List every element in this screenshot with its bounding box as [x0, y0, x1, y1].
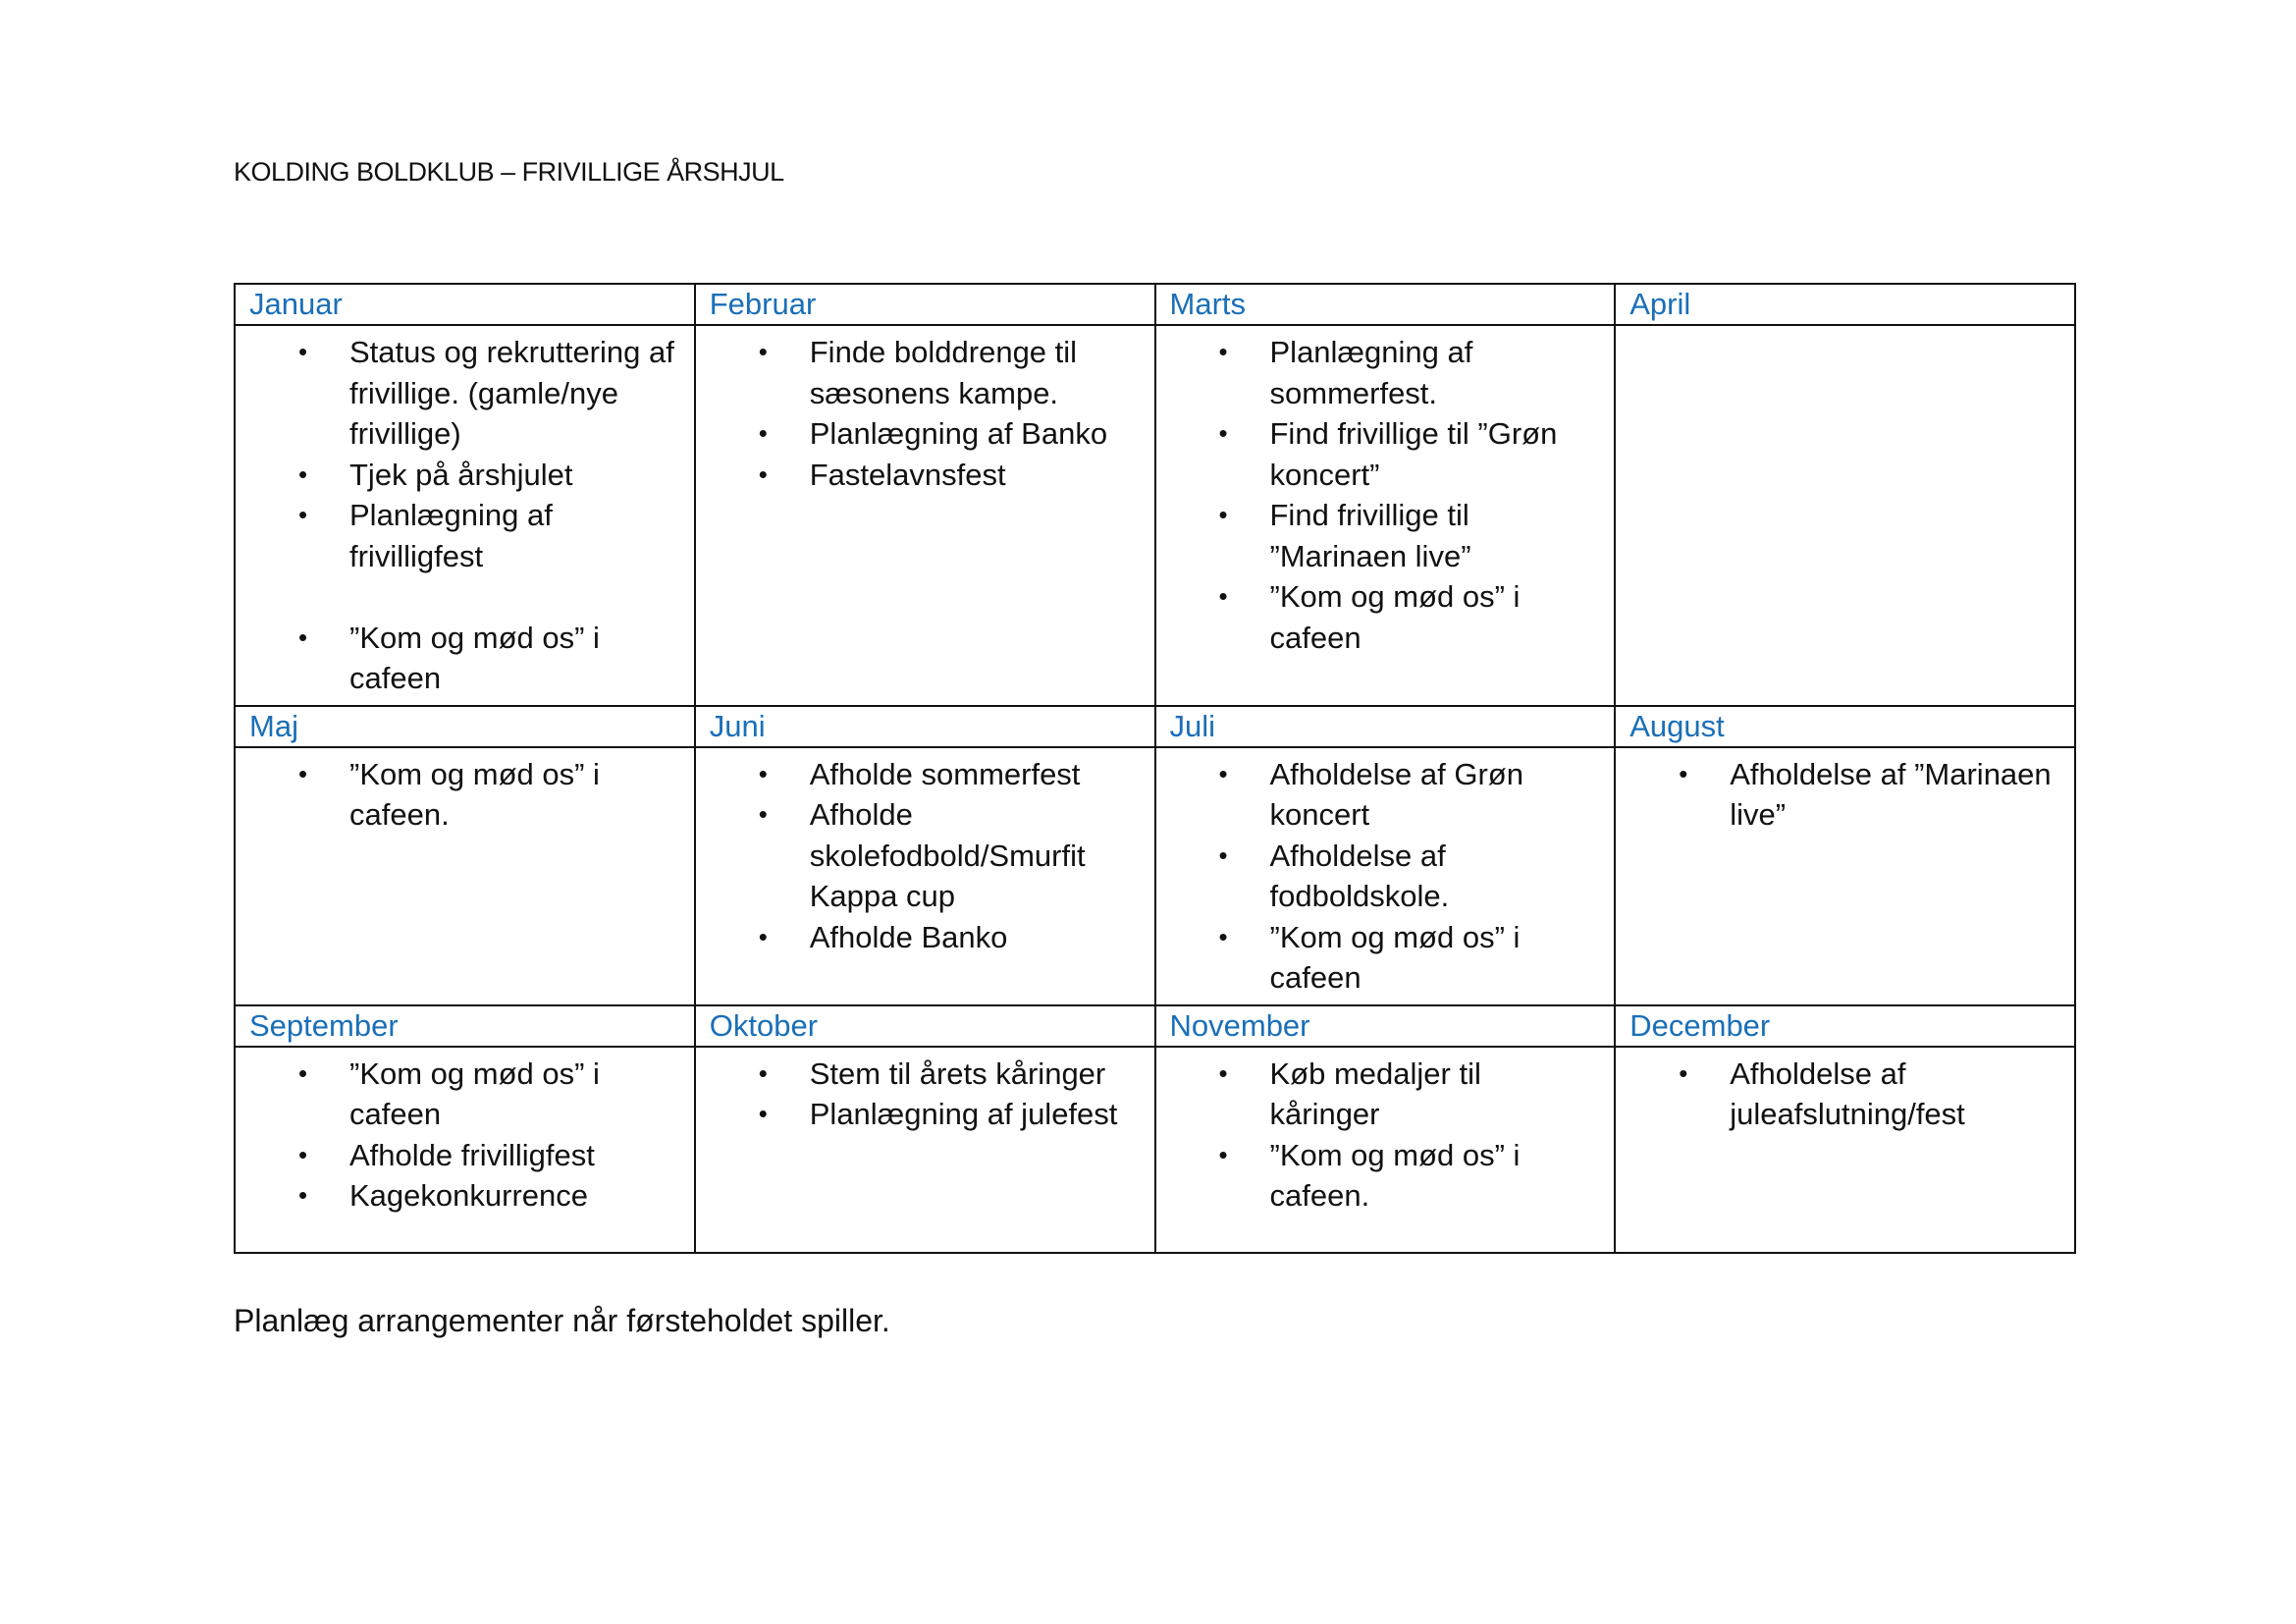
month-header-juni: Juni — [695, 706, 1155, 747]
task-item — [1218, 495, 1597, 576]
bullet-icon: • — [758, 1057, 768, 1088]
document-title: KOLDING BOLDKLUB – FRIVILLIGE ÅRSHJUL — [234, 157, 784, 187]
bullet-icon: • — [1679, 1057, 1688, 1088]
task-text: ”Kom og mød os” i cafeen. — [349, 756, 600, 832]
task-text: ”Kom og mød os” i cafeen. — [1269, 1137, 1521, 1213]
month-header-marts: Marts — [1155, 284, 1616, 325]
month-header-maj: Maj — [235, 706, 695, 747]
month-cell-juni — [695, 747, 1155, 1005]
task-text: Afholdelse af Grøn koncert — [1269, 756, 1523, 832]
month-cell-september — [235, 1047, 695, 1253]
task-item — [1218, 917, 1597, 999]
bullet-icon: • — [1218, 1057, 1228, 1088]
task-item — [1218, 576, 1597, 658]
bullet-icon: • — [758, 799, 768, 829]
task-text: Planlægning af sommerfest. — [1269, 335, 1473, 410]
task-text: Planlægning af frivilligfest — [349, 498, 553, 573]
task-text: ”Kom og mød os” i cafeen — [349, 620, 600, 695]
task-text: Afholde skolefodbold/Smurfit Kappa cup — [809, 797, 1086, 913]
task-list-juli — [1156, 748, 1615, 1004]
month-header-november: November — [1155, 1005, 1616, 1047]
bullet-icon: • — [1679, 758, 1688, 788]
task-item — [298, 1175, 676, 1217]
task-text: Afholdelse af juleafslutning/fest — [1730, 1056, 1965, 1131]
month-cell-august — [1615, 747, 2075, 1005]
bullet-icon: • — [1218, 418, 1228, 448]
month-cell-februar — [695, 325, 1155, 706]
task-text: Planlægning af Banko — [809, 416, 1108, 451]
month-header-december: December — [1615, 1005, 2075, 1047]
task-list-december — [1616, 1048, 2074, 1141]
bullet-icon: • — [1218, 758, 1228, 788]
task-text: Find frivillige til ”Grøn koncert” — [1269, 416, 1558, 492]
task-list-november — [1156, 1048, 1615, 1222]
bullet-icon: • — [758, 337, 768, 366]
task-item — [1679, 1054, 2056, 1135]
month-cell-april — [1615, 325, 2075, 706]
bullet-icon: • — [758, 758, 768, 788]
task-item — [1218, 836, 1597, 917]
month-cell-december — [1615, 1047, 2075, 1253]
task-item — [298, 754, 676, 836]
task-text: Køb medaljer til kåringer — [1269, 1056, 1481, 1131]
bullet-icon: • — [298, 758, 308, 788]
bullet-icon: • — [298, 1180, 308, 1210]
bullet-icon: • — [758, 921, 768, 951]
task-text: Afholde Banko — [809, 919, 1008, 954]
month-header-row — [235, 706, 2075, 747]
task-item — [298, 332, 676, 455]
month-header-september: September — [235, 1005, 695, 1047]
bullet-icon: • — [758, 1099, 768, 1128]
task-list-juni — [696, 748, 1154, 964]
task-item — [298, 1054, 676, 1135]
task-item — [758, 754, 1137, 795]
task-text: Afholdelse af fodboldskole. — [1269, 838, 1450, 913]
task-list-maj — [236, 748, 694, 841]
bullet-icon: • — [1218, 921, 1228, 951]
month-cell-januar — [235, 325, 695, 706]
year-wheel-table — [234, 283, 2076, 1254]
month-cell-oktober — [695, 1047, 1155, 1253]
month-header-januar: Januar — [235, 284, 695, 325]
task-item — [758, 413, 1137, 455]
month-content-row — [235, 747, 2075, 1005]
month-content-row — [235, 1047, 2075, 1253]
task-text: ”Kom og mød os” i cafeen — [1269, 919, 1521, 995]
bullet-icon: • — [298, 500, 308, 529]
task-item — [1218, 332, 1597, 413]
task-item — [758, 1054, 1137, 1095]
bullet-icon: • — [758, 459, 768, 489]
month-cell-maj — [235, 747, 695, 1005]
task-text: Afholdelse af ”Marinaen live” — [1730, 756, 2052, 832]
task-text: Find frivillige til ”Marinaen live” — [1269, 498, 1471, 573]
footer-note: Planlæg arrangementer når førsteholdet spiller. — [234, 1303, 890, 1338]
task-item — [1218, 413, 1597, 495]
task-item — [298, 618, 676, 699]
task-text: Kagekonkurrence — [349, 1178, 588, 1213]
task-item — [298, 495, 676, 576]
task-item — [758, 332, 1137, 413]
bullet-icon: • — [1218, 500, 1228, 529]
task-text: Stem til årets kåringer — [809, 1056, 1106, 1091]
task-list-september — [236, 1048, 694, 1222]
month-header-april: April — [1615, 284, 2075, 325]
task-text: Afholde frivilligfest — [349, 1137, 595, 1172]
task-text: Fastelavnsfest — [809, 457, 1006, 492]
bullet-icon: • — [298, 1139, 308, 1169]
month-header-oktober: Oktober — [695, 1005, 1155, 1047]
task-list-august — [1616, 748, 2074, 841]
bullet-icon: • — [1218, 581, 1228, 611]
task-item — [298, 455, 676, 496]
task-item — [758, 917, 1137, 958]
task-item — [758, 794, 1137, 917]
task-text: Afholde sommerfest — [809, 756, 1081, 791]
task-list-marts — [1156, 326, 1615, 664]
month-header-row — [235, 284, 2075, 325]
bullet-icon: • — [298, 622, 308, 652]
task-list-oktober — [696, 1048, 1154, 1141]
task-list-januar — [236, 326, 694, 705]
task-text: Finde bolddrenge til sæsonens kampe. — [809, 335, 1078, 410]
task-text: Status og rekruttering af frivillige. (gamle/nye frivillige) — [349, 335, 674, 451]
month-cell-marts — [1155, 325, 1616, 706]
month-header-juli: Juli — [1155, 706, 1616, 747]
month-content-row — [235, 325, 2075, 706]
month-header-row — [235, 1005, 2075, 1047]
bullet-icon: • — [1218, 1139, 1228, 1169]
task-text: Planlægning af julefest — [809, 1097, 1118, 1131]
task-text: ”Kom og mød os” i cafeen — [1269, 579, 1521, 655]
task-item — [298, 1135, 676, 1176]
task-text: ”Kom og mød os” i cafeen — [349, 1056, 600, 1131]
month-header-februar: Februar — [695, 284, 1155, 325]
month-cell-juli — [1155, 747, 1616, 1005]
bullet-icon: • — [298, 1057, 308, 1088]
task-item — [1218, 754, 1597, 836]
bullet-icon: • — [298, 459, 308, 489]
month-header-august: August — [1615, 706, 2075, 747]
bullet-icon: • — [758, 418, 768, 448]
bullet-icon: • — [298, 337, 308, 366]
task-list-februar — [696, 326, 1154, 501]
bullet-icon: • — [1218, 337, 1228, 366]
task-item — [1679, 754, 2056, 836]
month-cell-november — [1155, 1047, 1616, 1253]
task-item — [1218, 1135, 1597, 1217]
task-item — [758, 1094, 1137, 1135]
task-item — [758, 455, 1137, 496]
task-item — [1218, 1054, 1597, 1135]
bullet-icon: • — [1218, 839, 1228, 870]
task-text: Tjek på årshjulet — [349, 457, 573, 492]
